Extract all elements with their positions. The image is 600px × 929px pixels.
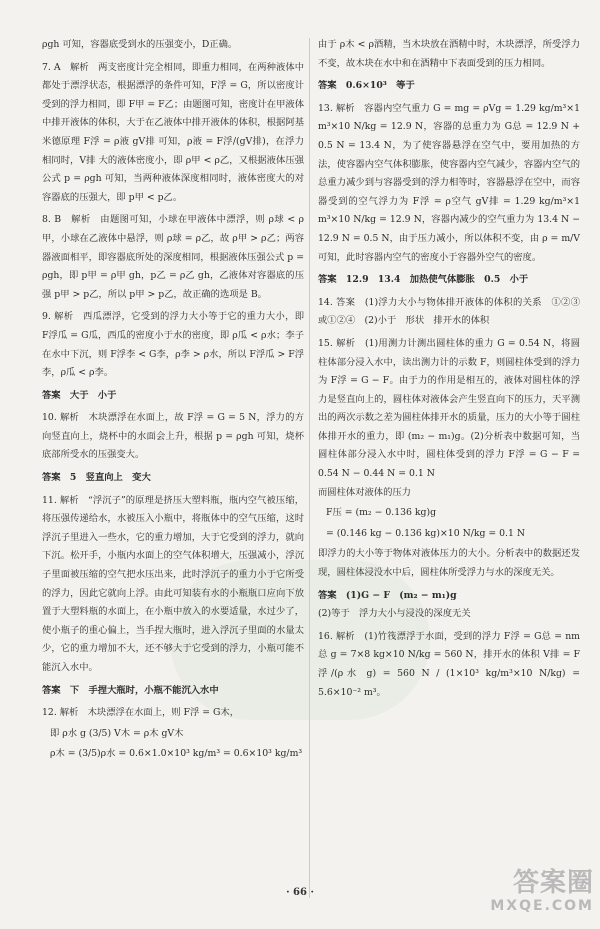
answer-line: 答案 5 竖直向上 变大 [42, 472, 151, 484]
answer-line: 答案 (1)G − F (m₂ − m₁)g [318, 589, 457, 601]
left-paragraph: 12. 解析 木块漂浮在水面上，则 F浮 = G木， [42, 707, 240, 719]
formula-line: 即 ρ水 g (3/5) V木 = ρ木 gV木 [50, 727, 184, 739]
right-paragraph: 16. 解析 (1)竹筏漂浮于水面，受到的浮力 F浮 = G总 = nm总 g = 7×8 kg×10 N/kg = 560 N，排开水的体积 V排 = F浮/(ρ水 g) = 560 N / (1×10³ kg/m³×10 N/kg) = 5.6×10⁻² m³。 [318, 630, 580, 698]
right-paragraph: 15. 解析 (1)用测力计测出圆柱体的重力 G = 0.54 N，将圆柱体部分浸入水中，读出测力计的示数 F，则圆柱体受到的浮力为 F浮 = G − F。由于力的作用是相互的，液体对圆柱体的浮力是竖直向上的，圆柱体对液体会产生竖直向下的压力，天平测出的两次示数之差为圆柱体排开水的质量，压力的大小等于圆柱体排开水的重力，即 (m₂ − m₁)g。(2)分析表中数据可知，当圆柱体部分浸入水中时，圆柱体受到的浮力 F浮 = G − F = 0.54 N − 0.44 N = 0.1 N [318, 337, 580, 480]
right-paragraph: 13. 解析 容器内空气重力 G = mg = ρVg = 1.29 kg/m³×1 m³×10 N/kg = 12.9 N，容器的总重力为 G总 = 12.9 N + 0.5 N = 13.4 N，为了使容器悬浮在空气中，要用加热的方法，使容器内空气体积膨胀，使容器内空气减少，容器内空气的总重力减少到与容器受到的浮力相等时，容器悬浮在空中，而容器受到的空气浮力为 F浮 = ρ空气 gV排 = 1.29 kg/m³×1 m³×10 N/kg = 12.9 N，容器内减少的空气重力为 13.4 N − 12.9 N = 0.5 N，由于压力减小，所以体积不变，由 ρ = m/V 可知，此时容器内空气的密度小于容器外空气的密度。 [318, 102, 580, 263]
formula-line: F压 = (m₂ − 0.136 kg)g [326, 507, 437, 519]
answer-line: 答案 12.9 13.4 加热使气体膨胀 0.5 小于 [318, 274, 529, 286]
site-watermark [476, 869, 594, 923]
right-paragraph: 由于 ρ木 < ρ酒精，当木块放在酒精中时，木块漂浮，所受浮力不变，故木块在水中和在酒精中下表面受到的压力相同。 [318, 39, 580, 69]
left-paragraph: 11. 解析 “浮沉子”的原理是挤压大塑料瓶，瓶内空气被压缩，将压强传递给水，水被压入小瓶中，将瓶体中的空气压缩，这时浮沉子里进入一些水，它的重力增加，大于它受到的浮力，就向下沉。松开手，小瓶内水面上的空气体积增大，压强减小，浮沉子里面被压缩的空气把水压出来，此时浮沉子的重力小于它所受的浮力，因此它就向上浮。由此可知装有水的小瓶瓶口应向下放置于大塑料瓶的水面上，在小瓶中放入的水要适量，水过少了，使小瓶子的重心偏上，当手捏大瓶时，进入浮沉子里面的水量太少，它的重力增加不大，还不够大于它受到的浮力，小瓶可能不能沉入水中。 [42, 494, 304, 673]
right-paragraph: 即浮力的大小等于物体对液体压力的大小。分析表中的数据还发现，圆柱体浸没水中后，圆柱体所受浮力与水的深度无关。 [318, 548, 580, 579]
left-paragraph: 8. B 解析 由题图可知，小球在甲液体中漂浮，则 ρ球 < ρ甲，小球在乙液体中悬浮，则 ρ球 = ρ乙，故 ρ甲 > ρ乙；两容器液面相平，即容器底所处的深度相同，根据液体压强公式 p = ρgh，即 p甲 = ρ甲 gh，p乙 = ρ乙 gh，乙液体对容器底的压强 p甲 > p乙，所以 p甲 > p乙，故正确的选项是 B。 [42, 214, 304, 300]
formula-line: ρ木 = (3/5)ρ水 = 0.6×1.0×10³ kg/m³ = 0.6×10³ kg/m³ [50, 748, 303, 760]
right-column [318, 36, 580, 702]
right-paragraph: 14. 答案 (1)浮力大小与物体排开液体的体积的关系 ①②③或①②④ (2)小于 形状 排开水的体积 [318, 296, 580, 327]
answer-line: 答案 大于 小于 [42, 389, 117, 401]
left-paragraph: 9. 解析 西瓜漂浮，它受到的浮力大小等于它的重力大小，即 F浮瓜 = G瓜，西瓜的密度小于水的密度，即 ρ瓜 < ρ水；李子在水中下沉，则 F浮李 < G李，ρ李 > ρ水，所以 F浮瓜 > F浮李，ρ瓜 < ρ李。 [42, 311, 304, 379]
formula-line: = (0.146 kg − 0.136 kg)×10 N/kg = 0.1 N [326, 527, 526, 539]
left-paragraph: 7. A 解析 两支密度计完全相同，即重力相同，在两种液体中都处于漂浮状态，根据漂浮的条件可知，F浮 = G，所以密度计受到的浮力相同，即 F甲 = F乙；由题图可知，密度计在甲液体中排开液体的体积，大于在乙液体中排开液体的体积，根据阿基米德原理 F浮 = ρ液 gV排 可知，ρ液 = F浮/(gV排)，在浮力相同时，V排 大的液体密度小，即 ρ甲 < ρ乙，又根据液体压强公式 p = ρgh 可知，当两种液体深度相同时，液体密度大的对容器底的压强大，即 p甲 < p乙。 [42, 61, 304, 203]
left-paragraph: 10. 解析 木块漂浮在水面上，故 F浮 = G = 5 N，浮力的方向竖直向上，烧杯中的水面会上升，根据 p = ρgh 可知，烧杯底部所受水的压强变大。 [42, 412, 304, 461]
answer-line: 答案 下 手捏大瓶时，小瓶不能沉入水中 [42, 684, 219, 696]
left-paragraph: ρgh 可知，容器底受到水的压强变小，D正确。 [42, 39, 238, 50]
column-divider [309, 38, 310, 898]
answer-line: (2)等于 浮力大小与浸没的深度无关 [318, 608, 471, 620]
page-number: · 66 · [286, 887, 314, 898]
watermark-line1: 答案圈 [512, 868, 594, 898]
left-column [42, 36, 304, 766]
answer-line: 答案 0.6×10³ 等于 [318, 80, 415, 92]
watermark-line2: MXQE.COM [490, 898, 594, 914]
right-paragraph: 而圆柱体对液体的压力 [318, 486, 411, 498]
